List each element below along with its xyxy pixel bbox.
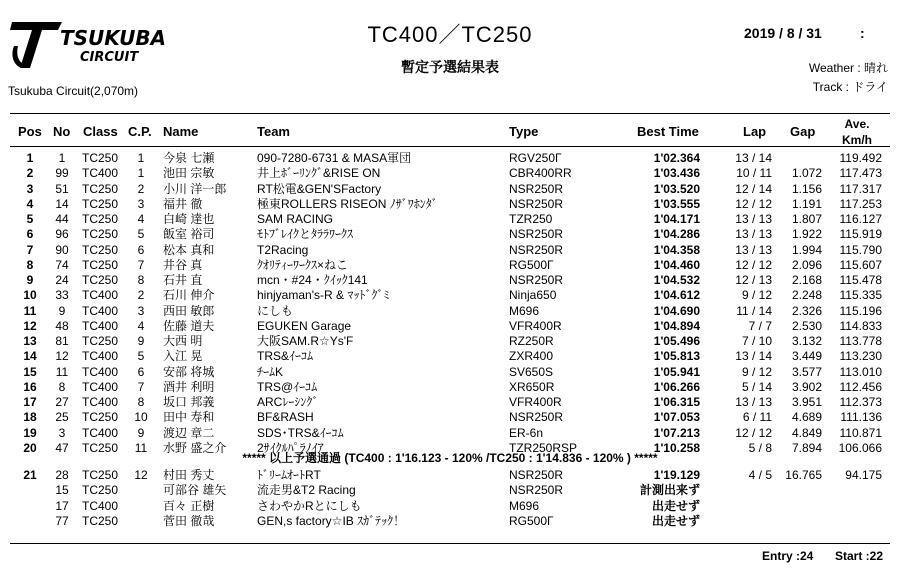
cell-no: 15 (55, 483, 69, 498)
cell-lap: 6 / 11 (742, 410, 772, 425)
table-row (0, 468, 900, 483)
logo-subtitle: CIRCUIT (80, 50, 139, 65)
cell-type: RG500Γ (509, 257, 554, 272)
cell-type: VFR400R (509, 395, 562, 409)
cell-no: 47 (55, 440, 69, 455)
cell-team: ﾓﾄﾌﾞﾚｲｸとﾀﾗﾗﾜｰｸｽ (257, 227, 354, 242)
cell-name: 安部 将城 (163, 364, 215, 379)
cell-type: ZXR400 (509, 349, 554, 364)
cell-team: 大阪SAM.R☆Ys'F (257, 334, 354, 348)
header-type: Type (509, 124, 539, 139)
cell-ave: 115.335 (839, 288, 882, 303)
cell-best: 1'05.941 (653, 364, 700, 379)
table-row (0, 151, 900, 166)
cell-no: 96 (55, 227, 69, 242)
start-count: Start :22 (835, 549, 884, 563)
header-best-time: Best Time (637, 124, 699, 139)
cell-name: 菅田 徹哉 (163, 513, 215, 528)
cell-pos: 4 (26, 196, 34, 211)
cell-no: 28 (55, 468, 69, 482)
cell-cp: 6 (137, 364, 145, 379)
cell-no: 48 (55, 318, 69, 333)
cell-class: TC250 (82, 212, 119, 226)
table-header-rule (10, 146, 890, 147)
cell-best: 1'02.364 (653, 151, 700, 165)
header-pos: Pos (18, 124, 42, 139)
cell-type: NSR250R (509, 483, 564, 498)
cell-gap: 3.132 (791, 334, 822, 348)
cell-best: 1'03.520 (653, 181, 700, 196)
cell-no: 25 (55, 410, 69, 425)
cell-pos: 11 (23, 303, 37, 318)
cell-type: NSR250R (509, 242, 564, 257)
header-gap: Gap (790, 124, 816, 139)
table-row (0, 365, 900, 380)
cell-name: 井谷 真 (163, 257, 203, 272)
cell-cp: 2 (137, 288, 145, 303)
cell-name: 佐藤 道夫 (163, 318, 215, 333)
cell-class: TC400 (82, 395, 119, 409)
cell-no: 90 (55, 242, 69, 257)
cell-best: 1'19.129 (653, 468, 700, 482)
cell-type: RG500Γ (509, 513, 554, 528)
cell-best: 1'07.213 (653, 425, 700, 440)
cell-gap: 16.765 (785, 468, 822, 482)
cell-best: 1'04.286 (653, 227, 700, 242)
cell-lap: 7 / 7 (748, 318, 772, 333)
cell-ave: 115.919 (839, 227, 882, 242)
cell-no: 77 (55, 513, 69, 528)
cell-no: 8 (58, 379, 66, 394)
cell-ave: 111.136 (840, 410, 882, 425)
cell-class: TC250 (82, 468, 119, 482)
cell-no: 51 (55, 181, 69, 196)
cell-best: 出走せず (651, 513, 700, 528)
cell-name: 渡辺 章二 (163, 425, 215, 440)
page-subtitle: 暫定予選結果表 (401, 59, 499, 75)
cell-name: 松本 真和 (163, 242, 215, 257)
weather-label: Weather : 晴れ (808, 61, 888, 75)
table-row (0, 182, 900, 197)
cell-lap: 13 / 14 (735, 349, 772, 364)
cell-name: 田中 寿和 (163, 410, 215, 425)
cell-team: TRS&ｲｰｺﾑ (257, 349, 314, 364)
cell-ave: 113.010 (839, 364, 882, 379)
time-field: : (860, 25, 865, 41)
table-row (0, 166, 900, 181)
cell-best: 1'04.612 (653, 288, 700, 303)
header-avg-speed (826, 116, 888, 148)
cell-name: 池田 宗敏 (163, 166, 215, 181)
cell-type: RGV250Γ (509, 151, 562, 165)
table-row (0, 319, 900, 334)
cell-pos: 6 (26, 227, 34, 242)
cell-class: TC250 (82, 181, 119, 196)
cell-gap: 4.689 (791, 410, 822, 425)
cell-lap: 9 / 12 (741, 364, 772, 379)
cell-lap: 12 / 13 (735, 273, 772, 287)
cell-team: hinjyaman's-R & ﾏｯﾄﾞｸﾞﾐ (257, 288, 390, 303)
cell-cp: 4 (137, 212, 145, 226)
cell-pos: 10 (23, 288, 37, 303)
cell-name: 百々 正樹 (163, 498, 215, 513)
cell-team: BF&RASH (257, 410, 314, 425)
cell-best: 1'05.813 (653, 349, 700, 364)
cell-cp: 9 (137, 425, 145, 440)
cell-cp: 8 (137, 273, 145, 287)
cell-no: 24 (55, 273, 69, 287)
cell-cp: 12 (134, 468, 148, 482)
cell-name: 水野 盛之介 (163, 440, 227, 455)
cell-class: TC400 (82, 166, 119, 181)
cell-lap: 13 / 13 (735, 395, 772, 409)
qualify-note: ***** 以上予選通過 (TC400 : 1'16.123 - 120% /TC250 : 1'14.836 - 120% ) ***** (242, 451, 658, 465)
cell-class: TC250 (82, 257, 119, 272)
header-team: Team (257, 124, 290, 139)
cell-name: 大西 明 (163, 334, 203, 348)
cell-gap: 2.530 (791, 318, 822, 333)
cell-best: 1'06.315 (653, 395, 700, 409)
cell-gap: 1.191 (791, 196, 822, 211)
cell-lap: 11 / 14 (736, 303, 772, 318)
cell-pos: 9 (26, 273, 34, 287)
cell-team: さわやかRとにしも (257, 498, 362, 513)
cell-team: mcn・#24・ｸｲｯｸ141 (257, 273, 368, 287)
cell-class: TC400 (82, 379, 119, 394)
cell-ave: 113.230 (839, 349, 882, 364)
cell-no: 81 (55, 334, 69, 348)
cell-gap: 2.096 (791, 257, 822, 272)
header-cp: C.P. (128, 124, 152, 139)
cell-lap: 12 / 12 (735, 196, 772, 211)
cell-type: ER-6n (509, 425, 544, 440)
cell-no: 11 (55, 364, 69, 379)
event-date: 2019 / 8 / 31 (744, 25, 822, 41)
table-row (0, 380, 900, 395)
table-row (0, 258, 900, 273)
cell-team: 井上ﾎﾞｰﾘﾝｸﾞ&RISE ON (257, 166, 381, 181)
cell-name: 飯室 裕司 (163, 227, 215, 242)
cell-best: 1'04.171 (653, 212, 700, 226)
table-row (0, 499, 900, 514)
cell-best: 計測出来ず (639, 483, 700, 498)
cell-no: 9 (58, 303, 66, 318)
cell-ave: 117.473 (839, 166, 882, 181)
cell-cp: 8 (137, 395, 145, 409)
cell-lap: 13 / 13 (735, 242, 772, 257)
cell-gap: 2.326 (791, 303, 822, 318)
cell-ave: 115.478 (839, 273, 882, 287)
cell-best: 1'04.532 (653, 273, 700, 287)
cell-ave: 119.492 (839, 151, 882, 165)
table-row (0, 426, 900, 441)
cell-type: NSR250R (509, 227, 564, 242)
cell-lap: 12 / 12 (735, 425, 772, 440)
cell-type: NSR250R (509, 181, 564, 196)
cell-class: TC250 (82, 227, 119, 242)
cell-pos: 19 (23, 425, 37, 440)
cell-ave: 110.871 (839, 425, 882, 440)
cell-ave: 94.175 (845, 468, 882, 482)
cell-name: 酒井 利明 (163, 379, 215, 394)
cell-gap: 1.922 (791, 227, 822, 242)
cell-gap: 3.902 (791, 379, 822, 394)
cell-best: 1'06.266 (653, 379, 700, 394)
cell-ave: 116.127 (839, 212, 882, 226)
cell-no: 14 (55, 196, 69, 211)
cell-class: TC250 (82, 151, 119, 165)
cell-type: Ninja650 (509, 288, 557, 303)
cell-lap: 12 / 14 (735, 181, 772, 196)
cell-type: TZR250 (509, 212, 553, 226)
cell-class: TC250 (82, 410, 119, 425)
cell-pos: 13 (23, 334, 37, 348)
cell-name: 白崎 達也 (163, 212, 215, 226)
page-title: TC400／TC250 (367, 22, 533, 47)
cell-best: 1'05.496 (653, 334, 700, 348)
cell-gap: 3.951 (791, 395, 822, 409)
cell-no: 99 (55, 166, 69, 181)
cell-team: ﾁｰﾑK (257, 364, 284, 379)
cell-pos: 14 (23, 349, 37, 364)
cell-cp: 1 (137, 166, 145, 181)
cell-type: TZR250RSP (509, 440, 578, 455)
cell-name: 入江 晃 (163, 349, 203, 364)
cell-team: 流走男&T2 Racing (257, 483, 356, 498)
cell-ave: 112.456 (839, 379, 882, 394)
cell-team: ARCﾚｰｼﾝｸﾞ (257, 395, 319, 409)
cell-no: 1 (58, 151, 66, 165)
table-row (0, 410, 900, 425)
table-top-rule (10, 113, 890, 114)
cell-pos: 2 (26, 166, 34, 181)
cell-ave: 115.196 (839, 303, 882, 318)
cell-class: TC250 (82, 242, 119, 257)
table-row (0, 288, 900, 303)
cell-gap: 7.894 (791, 440, 822, 455)
table-row (0, 197, 900, 212)
header-kmh: Km/h (842, 133, 872, 147)
cell-no: 74 (55, 257, 69, 272)
cell-cp: 6 (137, 242, 145, 257)
cell-cp: 1 (137, 151, 145, 165)
cell-pos: 12 (23, 318, 37, 333)
cell-class: TC250 (82, 273, 119, 287)
cell-team: 090-7280-6731 & MASA軍団 (257, 151, 412, 165)
header-class: Class (83, 124, 118, 139)
cell-team: EGUKEN Garage (257, 318, 352, 333)
track-condition-label: Track : ドライ (812, 80, 888, 94)
cell-name: 西田 敏郎 (163, 303, 215, 318)
cell-type: M696 (509, 498, 540, 513)
table-row (0, 483, 900, 498)
table-row (0, 243, 900, 258)
cell-lap: 13 / 14 (735, 151, 772, 165)
header-no: No (53, 124, 71, 139)
cell-team: GEN,s factory☆IB ｽｶﾞﾃｯｸ！ (257, 513, 406, 528)
cell-cp: 11 (134, 440, 148, 455)
cell-no: 33 (55, 288, 69, 303)
cell-lap: 13 / 13 (735, 212, 772, 226)
cell-class: TC250 (82, 196, 119, 211)
table-bottom-rule (10, 543, 890, 544)
cell-lap: 9 / 12 (741, 288, 772, 303)
cell-team: RT松電&GEN'SFactory (257, 181, 382, 196)
cell-best: 1'04.894 (653, 318, 700, 333)
cell-gap: 1.994 (791, 242, 822, 257)
cell-class: TC250 (82, 334, 119, 348)
cell-type: RZ250R (509, 334, 554, 348)
cell-best: 1'10.258 (653, 440, 700, 455)
cell-gap: 3.449 (791, 349, 822, 364)
cell-best: 1'04.460 (653, 257, 700, 272)
cell-ave: 117.253 (839, 196, 882, 211)
cell-gap: 2.168 (791, 273, 822, 287)
cell-team: SDS･TRS&ｲｰｺﾑ (257, 425, 344, 440)
header-lap: Lap (743, 124, 767, 139)
cell-team: 2ｻｲｸﾙﾊﾟﾗﾉｲｱ (257, 440, 324, 455)
cell-type: NSR250R (509, 196, 564, 211)
cell-team: 極東ROLLERS RISEON ﾉｻﾞﾜﾎﾝﾀﾞ (257, 196, 438, 211)
cell-cp: 4 (137, 318, 145, 333)
cell-no: 3 (58, 425, 66, 440)
cell-cp: 10 (134, 410, 148, 425)
cell-ave: 112.373 (839, 395, 882, 409)
cell-class: TC250 (82, 513, 119, 528)
cell-type: NSR250R (509, 468, 564, 482)
cell-cp: 7 (137, 379, 145, 394)
cell-name: 石井 直 (163, 273, 203, 287)
cell-best: 1'04.358 (653, 242, 700, 257)
cell-gap: 2.248 (791, 288, 822, 303)
cell-lap: 12 / 12 (735, 257, 772, 272)
cell-ave: 106.066 (838, 440, 882, 455)
cell-name: 福井 徹 (163, 196, 203, 211)
cell-name: 今泉 七瀬 (163, 151, 215, 165)
cell-no: 44 (55, 212, 69, 226)
cell-no: 17 (55, 498, 69, 513)
cell-class: TC400 (82, 318, 119, 333)
table-row (0, 395, 900, 410)
cell-best: 1'04.690 (653, 303, 700, 318)
table-row (0, 273, 900, 288)
table-row (0, 227, 900, 242)
header-ave: Ave. (844, 117, 870, 131)
table-row (0, 334, 900, 349)
cell-ave: 115.607 (839, 257, 882, 272)
cell-name: 村田 秀丈 (163, 468, 215, 482)
entry-count: Entry :24 (762, 549, 814, 563)
cell-no: 27 (55, 395, 69, 409)
cell-type: VFR400R (509, 318, 562, 333)
cell-pos: 15 (23, 364, 37, 379)
cell-pos: 3 (26, 181, 34, 196)
cell-lap: 10 / 11 (736, 166, 772, 181)
cell-gap: 4.849 (791, 425, 822, 440)
table-row (0, 212, 900, 227)
cell-pos: 1 (26, 151, 34, 165)
cell-cp: 9 (137, 334, 145, 348)
cell-best: 1'03.555 (653, 196, 700, 211)
cell-type: SV650S (509, 364, 554, 379)
table-row (0, 514, 900, 529)
cell-ave: 114.833 (839, 318, 882, 333)
cell-class: TC250 (82, 483, 119, 498)
cell-name: 石川 伸介 (163, 288, 215, 303)
cell-gap: 3.577 (791, 364, 822, 379)
cell-class: TC400 (82, 288, 119, 303)
cell-pos: 8 (26, 257, 34, 272)
cell-no: 12 (55, 349, 69, 364)
cell-name: 小川 洋一郎 (163, 181, 227, 196)
cell-best: 1'03.436 (653, 166, 700, 181)
cell-team: SAM RACING (257, 212, 334, 226)
cell-pos: 7 (26, 242, 34, 257)
cell-pos: 5 (26, 212, 34, 226)
cell-best: 1'07.053 (653, 410, 700, 425)
cell-gap: 1.156 (791, 181, 822, 196)
cell-gap: 1.072 (791, 166, 822, 181)
cell-class: TC250 (82, 440, 119, 455)
cell-lap: 4 / 5 (748, 468, 772, 482)
table-row (0, 304, 900, 319)
logo-wordmark: TSUKUBA (60, 26, 167, 50)
cell-team: TRS@ｲｰｺﾑ (257, 379, 318, 394)
cell-team: にしも (257, 303, 294, 318)
cell-lap: 5 / 8 (748, 440, 772, 455)
cell-pos: 17 (23, 395, 37, 409)
cell-cp: 3 (137, 196, 145, 211)
cell-best: 出走せず (651, 498, 700, 513)
cell-pos: 16 (23, 379, 37, 394)
cell-cp: 3 (137, 303, 145, 318)
cell-pos: 18 (23, 410, 37, 425)
cell-type: XR650R (509, 379, 555, 394)
cell-lap: 7 / 10 (741, 334, 772, 348)
cell-class: TC400 (82, 364, 119, 379)
cell-pos: 20 (23, 440, 37, 455)
cell-name: 可部谷 雄矢 (163, 483, 227, 498)
cell-type: NSR250R (509, 410, 564, 425)
cell-class: TC400 (82, 303, 119, 318)
table-row (0, 349, 900, 364)
cell-pos: 21 (23, 468, 37, 482)
cell-type: M696 (509, 303, 540, 318)
cell-type: NSR250R (509, 273, 564, 287)
circuit-name: Tsukuba Circuit(2,070m) (8, 84, 139, 98)
cell-gap: 1.807 (791, 212, 822, 226)
cell-ave: 117.317 (839, 181, 882, 196)
cell-class: TC400 (82, 349, 119, 364)
cell-class: TC400 (82, 425, 119, 440)
cell-ave: 115.790 (839, 242, 882, 257)
header-name: Name (163, 124, 199, 139)
cell-cp: 2 (137, 181, 145, 196)
cell-team: ﾄﾞﾘｰﾑｵｰﾄRT (257, 468, 321, 482)
cell-cp: 5 (137, 349, 145, 364)
cell-team: T2Racing (257, 242, 309, 257)
cell-name: 坂口 邦義 (163, 395, 215, 409)
cell-cp: 7 (137, 257, 145, 272)
cell-cp: 5 (137, 227, 145, 242)
cell-lap: 13 / 13 (735, 227, 772, 242)
cell-type: CBR400RR (509, 166, 572, 181)
cell-ave: 113.778 (839, 334, 882, 348)
cell-lap: 5 / 14 (741, 379, 772, 394)
cell-class: TC400 (82, 498, 119, 513)
cell-team: ｸｵﾘﾃｨｰﾜｰｸｽ×ねこ (257, 257, 349, 272)
